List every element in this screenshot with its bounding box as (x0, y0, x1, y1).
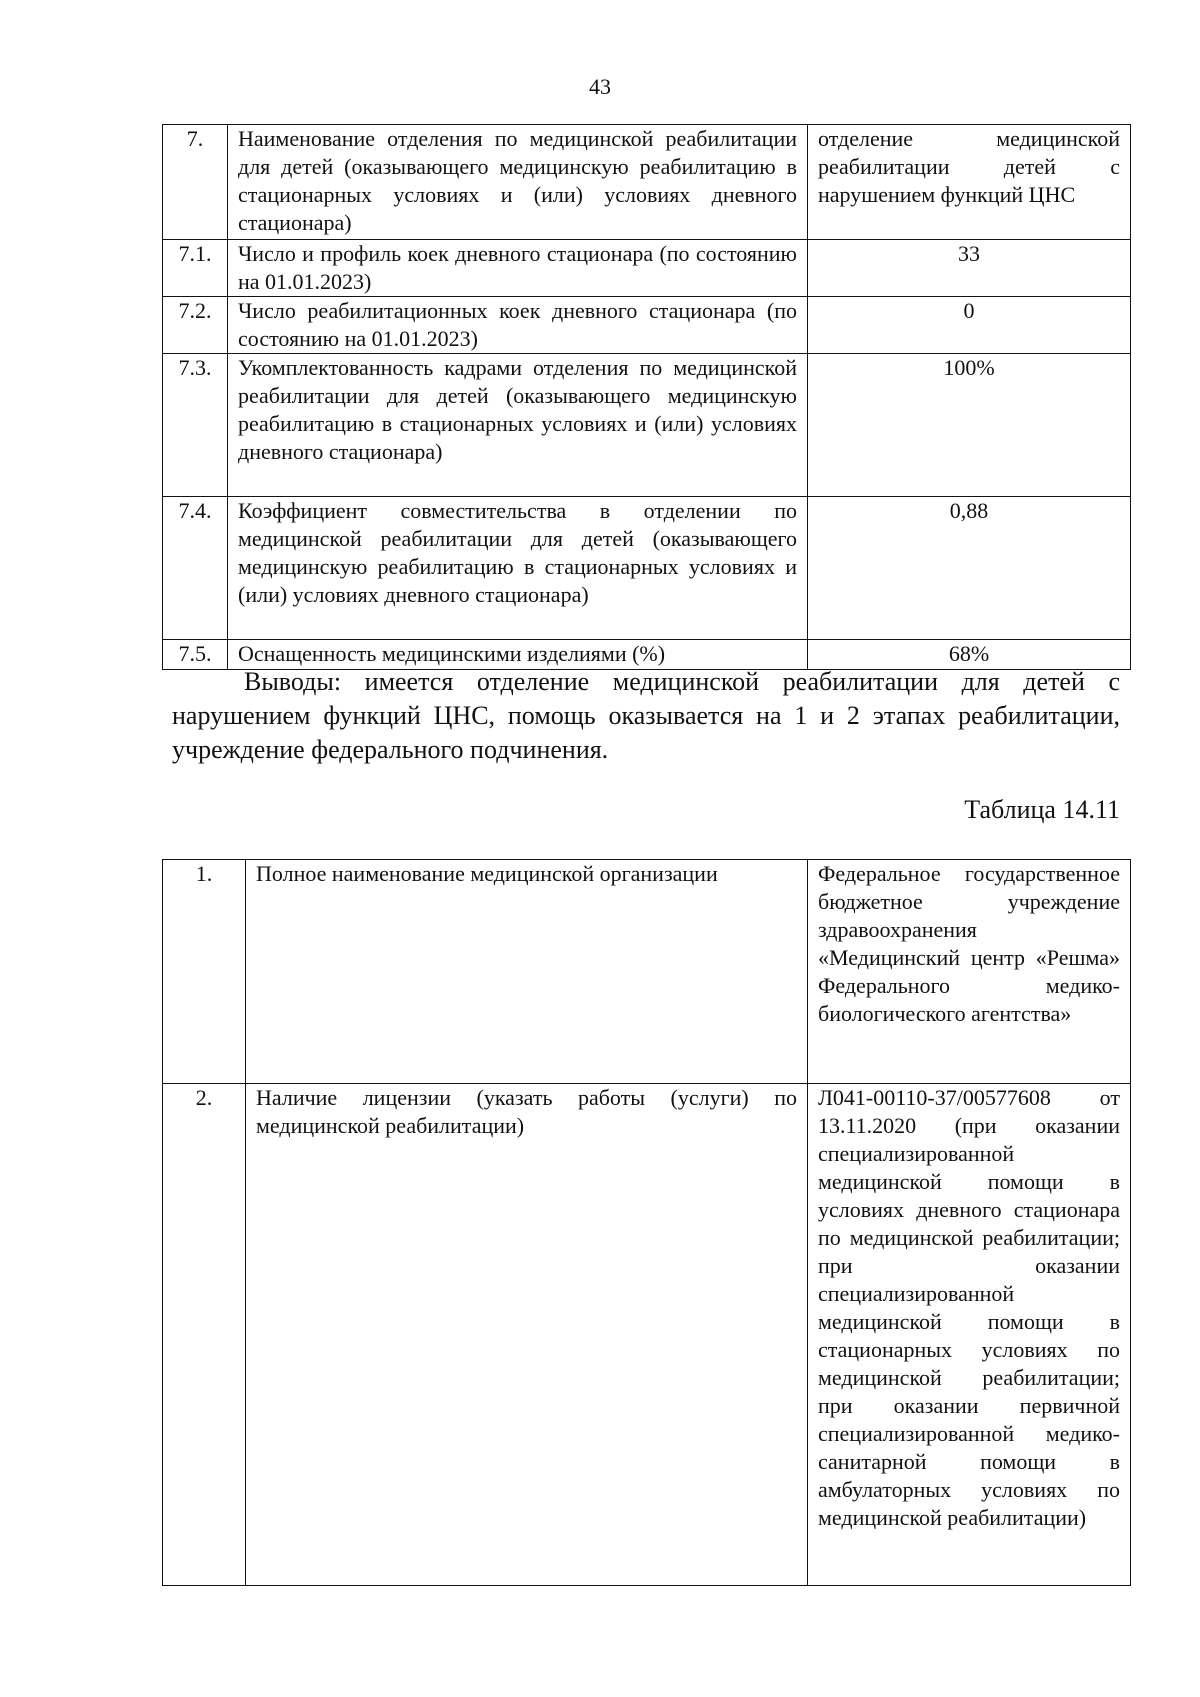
conclusion-paragraph: Выводы: имеется отделение медицинской реабилитации для детей с нарушением функций ЦНС, помощь оказывается на 1 и 2 этапах реабилитации, учреждение федерального подчинения. (172, 667, 1120, 764)
row-label: Полное наименование медицинской организации (246, 860, 808, 1084)
row-label: Наличие лицензии (указать работы (услуги) по медицинской реабилитации) (246, 1084, 808, 1586)
organization-info-table (162, 859, 1131, 1586)
row-value: 0,88 (808, 497, 1131, 640)
row-label: Число реабилитационных коек дневного стационара (по состоянию на 01.01.2023) (228, 297, 808, 354)
row-value: Федеральное государственное бюджетное учреждение здравоохранения «Медицинский центр «Решма» Федерального медико-биологического агентства» (808, 860, 1131, 1084)
rehab-department-table (162, 124, 1131, 670)
row-label: Наименование отделения по медицинской реабилитации для детей (оказывающего медицинскую реабилитацию в стационарных условиях и (или) условиях дневного стационара) (228, 125, 808, 240)
row-value: 0 (808, 297, 1131, 354)
table-row (163, 1084, 1131, 1586)
row-value: 68% (808, 640, 1131, 670)
table-row (163, 297, 1131, 354)
table-row (163, 240, 1131, 297)
row-number: 1. (163, 860, 246, 1084)
row-value: 33 (808, 240, 1131, 297)
row-number: 7.4. (163, 497, 228, 640)
row-number: 2. (163, 1084, 246, 1586)
table-caption: Таблица 14.11 (964, 795, 1120, 824)
row-number: 7.1. (163, 240, 228, 297)
row-label: Оснащенность медицинскими изделиями (%) (228, 640, 808, 670)
row-number: 7. (163, 125, 228, 240)
page-number: 43 (589, 74, 611, 99)
row-number: 7.3. (163, 354, 228, 497)
table-row (163, 860, 1131, 1084)
table-row (163, 497, 1131, 640)
row-label: Число и профиль коек дневного стационара (по состоянию на 01.01.2023) (228, 240, 808, 297)
row-label: Коэффициент совместительства в отделении по медицинской реабилитации для детей (оказывающего медицинскую реабилитацию в стационарных условиях и (или) условиях дневного стационара) (228, 497, 808, 640)
row-label: Укомплектованность кадрами отделения по медицинской реабилитации для детей (оказывающего медицинскую реабилитацию в стационарных условиях и (или) условиях дневного стационара) (228, 354, 808, 497)
row-value: 100% (808, 354, 1131, 497)
row-value: Л041-00110-37/00577608 от 13.11.2020 (при оказании специализированной медицинской помощи в условиях дневного стационара по медицинской реабилитации; при оказании специализированной медицинской помощи в стационарных условиях по медицинской реабилитации; при оказании первичной специализированной медико-санитарной помощи в амбулаторных условиях по медицинской реабилитации) (808, 1084, 1131, 1586)
table-row (163, 354, 1131, 497)
row-value: отделение медицинской реабилитации детей с нарушением функций ЦНС (808, 125, 1131, 240)
table-row (163, 125, 1131, 240)
row-number: 7.5. (163, 640, 228, 670)
row-number: 7.2. (163, 297, 228, 354)
